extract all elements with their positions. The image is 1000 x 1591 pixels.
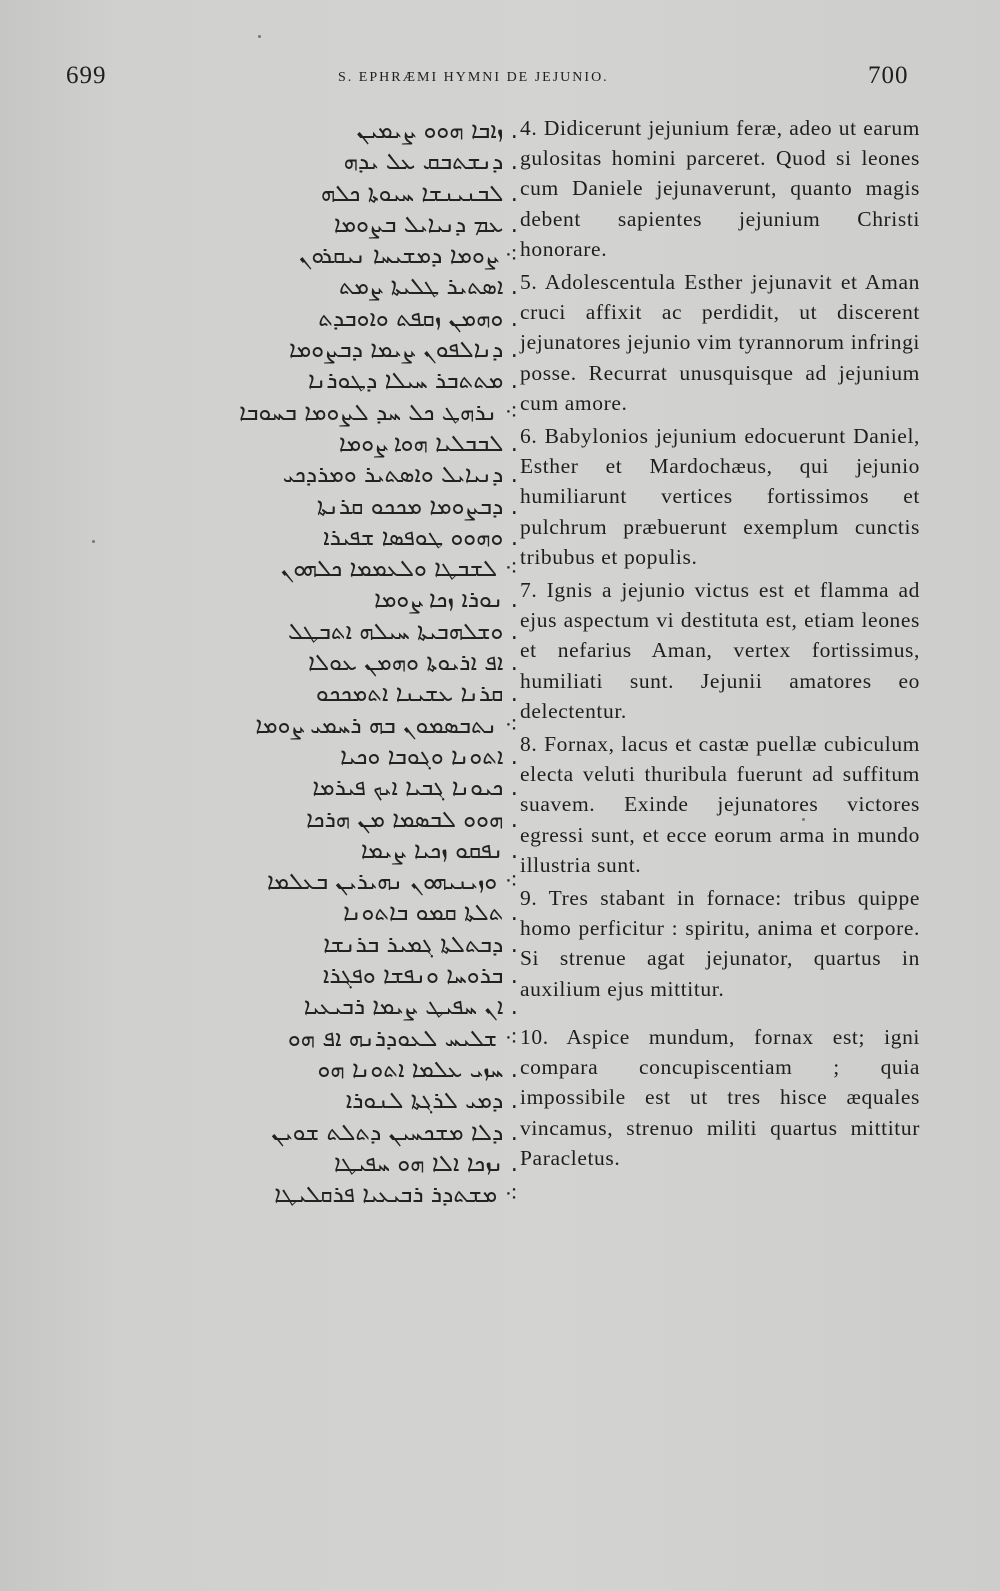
- syriac-verse-line: ⁖ ܢܬܒܣܡܘܢ ܒܗ ܪܚܡܝ ܨܘܡܐ: [255, 712, 518, 739]
- syriac-verse-line: ⁖ ܫܠܝܚ ܠܥܘܕܪܢܗ ܐܦ ܗܘ: [287, 1025, 518, 1052]
- syriac-verse-line: . ܥܡ ܕܢܝܐܝܠ ܒܨܘܡܐ: [333, 211, 518, 238]
- syriac-verse-line: . ܕܢܫܬܒܩ ܥܠ ܝܕܗ: [343, 149, 518, 176]
- syriac-verse-line: . ܢܙܟܐ ܐܠܐ ܗܘ ܚܦܝܛܐ: [333, 1150, 518, 1177]
- syriac-verse-line: . ܐܢ ܚܦܝܛ ܨܝܡܐ ܪܒܝܥܝܐ: [303, 994, 518, 1021]
- right-page-number: 700: [868, 62, 909, 89]
- syriac-verse-line: . ܘܗܡܢ ܙܩܦܬ ܘܐܘܒܕܬ: [318, 305, 518, 332]
- syriac-verse-line: . ܬܠܬܐ ܩܡܘ ܒܐܬܘܢܐ: [343, 900, 518, 927]
- syriac-verse-line: . ܐܣܬܝܪ ܛܠܝܬܐ ܨܡܬ: [338, 274, 518, 301]
- latin-paragraph-6: 6. Babylonios jejunium edocuerunt Daniel, Esther et Mardochæus, qui jejunio humiliarunt vertices fortissimos et pulchrum præbuerunt exemplum cunctis tribubus et populis.: [520, 424, 920, 569]
- syriac-verse-line: . ܘܗܘܘ ܛܘܦܣܐ ܫܦܝܪܐ: [323, 524, 518, 551]
- latin-paragraph-8: 8. Fornax, lacus et castæ puellæ cubiculum electa veluti thuribula fuerunt ad suffitum suavem. Exinde jejunatores victores egressi sunt, et ecce eorum arma in mundo illustria sunt.: [520, 732, 920, 877]
- syriac-verse-line: ⁖ ܢܪܗܛ ܟܠ ܚܕ ܠܨܘܡܐ ܒܚܘܒܐ: [239, 399, 518, 426]
- latin-translation-column: [520, 113, 920, 1176]
- latin-paragraph-5: 5. Adolescentula Esther jejunavit et Aman cruci affixit ac perdidit, ut discerent jejunatores jejunio vim tyrannorum infringi posse. Recurrat unusquisque ad jejunium cum amore.: [520, 270, 920, 415]
- syriac-verse-line: . ܕܒܬܠܬܐ ܓܡܝܪ ܒܪܢܫܐ: [323, 931, 518, 958]
- paper-speck: [258, 35, 261, 38]
- paper-speck: [802, 818, 805, 821]
- syriac-verse-line: . ܡܬܬܒܪ ܚܝܠܐ ܕܛܘܪܢܐ: [307, 368, 518, 395]
- syriac-verse-line: . ܘܫܠܗܒܝܬܐ ܚܝܠܗ ܐܬܒܛܠ: [288, 618, 518, 645]
- latin-paragraph-10: 10. Aspice mundum, fornax est; igni compara concupiscentiam ; quia impossibile est ut tres hisce æquales vincamus, strenuo militi quartus mittitur Paracletus.: [520, 1024, 920, 1170]
- syriac-verse-line: . ܕܠܐ ܡܫܟܚܝܢ ܕܬܠܬ ܫܘܝܢ: [271, 1119, 518, 1146]
- syriac-verse-line: . ܗܘܘ ܠܒܣܡܐ ܡܢ ܗܪܟܐ: [306, 806, 518, 833]
- running-header: [0, 62, 1000, 102]
- left-page-number: 699: [66, 62, 107, 89]
- syriac-verse-line: ⁖ ܠܫܒܛܐ ܘܠܥܡܡܐ ܟܠܗܘܢ: [280, 556, 518, 583]
- syriac-verse-line: . ܕܒܨܘܡܐ ܡܟܟܘ ܩܪܢܬܐ: [316, 493, 518, 520]
- syriac-verse-line: . ܢܦܩܘ ܙܟܝܐ ܨܝܡܐ: [360, 837, 518, 864]
- syriac-verse-line: . ܠܒܢܝܢܫܐ ܚܝܘܬܐ ܟܠܗ: [320, 180, 518, 207]
- syriac-verse-line: . ܢܘܪܐ ܙܟܐ ܨܘܡܐ: [374, 587, 518, 614]
- syriac-verse-line: . ܕܢܝܐܝܠ ܘܐܣܬܝܪ ܘܡܪܕܟܝ: [282, 462, 518, 489]
- syriac-verse-line: . ܟܝܘܢܐ ܓܒܝܐ ܐܝܟ ܦܝܪܡܐ: [312, 775, 518, 802]
- latin-paragraph-4: 4. Didicerunt jejunium feræ, adeo ut earum gulositas homini parceret. Quod si leones cum Daniele jejunaverunt, quanto magis debent sapientes jejunium Christi honorare.: [520, 116, 920, 261]
- syriac-verse-line: . ܩܪܢܐ ܥܫܝܢܐ ܐܬܡܟܟܘ: [315, 681, 518, 708]
- syriac-verse-line: ⁖ ܨܘܡܐ ܕܡܫܝܚܐ ܢܝܩܪܘܢ: [298, 243, 518, 270]
- syriac-verse-line: . ܙܐܒܐ ܗܘܘ ܨܝܡܝܢ: [356, 118, 518, 144]
- syriac-verse-line: . ܚܙܝ ܥܠܡܐ ܐܬܘܢܐ ܗܘ: [317, 1056, 518, 1083]
- running-title: S. EPHRÆMI HYMNI DE JEJUNIO.: [338, 70, 609, 85]
- latin-paragraph-9: 9. Tres stabant in fornace: tribus quippe homo perficitur : spiritu, anima et corpore. Si strenue agat jejunator, quartus in auxilium ejus mittitur.: [520, 886, 920, 1001]
- syriac-verse-line: . ܠܒܒܠܝܐ ܗܘܐ ܨܘܡܐ: [338, 430, 518, 457]
- syriac-verse-line: ⁖ ܡܫܬܕܪ ܪܒܝܥܝܐ ܦܪܩܠܝܛܐ: [274, 1182, 518, 1209]
- syriac-verse-line: . ܐܬܘܢܐ ܘܓܘܒܐ ܘܟܝܐ: [340, 743, 518, 770]
- syriac-verse-line: ⁖ ܘܙܝܢܝܗܘܢ ܢܗܝܪܝܢ ܒܥܠܡܐ: [266, 869, 518, 896]
- syriac-verse-line: . ܒܪܘܚܐ ܘܢܦܫܐ ܘܦܓܪܐ: [322, 963, 518, 990]
- syriac-verse-line: . ܐܦ ܐܪܝܘܬܐ ܘܗܡܢ ܥܘܠܐ: [308, 650, 518, 677]
- latin-paragraph-7: 7. Ignis a jejunio victus est et flamma ad ejus aspectum vi destituta est, etiam leones et nefarius Aman, vertex fortissimus, humiliati sunt. Jejunii amatores eo delectentur.: [520, 578, 920, 723]
- syriac-verse-line: . ܕܢܐܠܦܘܢ ܨܝܡܐ ܕܒܨܘܡܐ: [288, 337, 518, 364]
- syriac-text-column: [140, 116, 518, 1546]
- syriac-verse-line: . ܕܡܝ ܠܪܓܬܐ ܠܢܘܪܐ: [345, 1088, 518, 1115]
- paper-speck: [92, 540, 95, 543]
